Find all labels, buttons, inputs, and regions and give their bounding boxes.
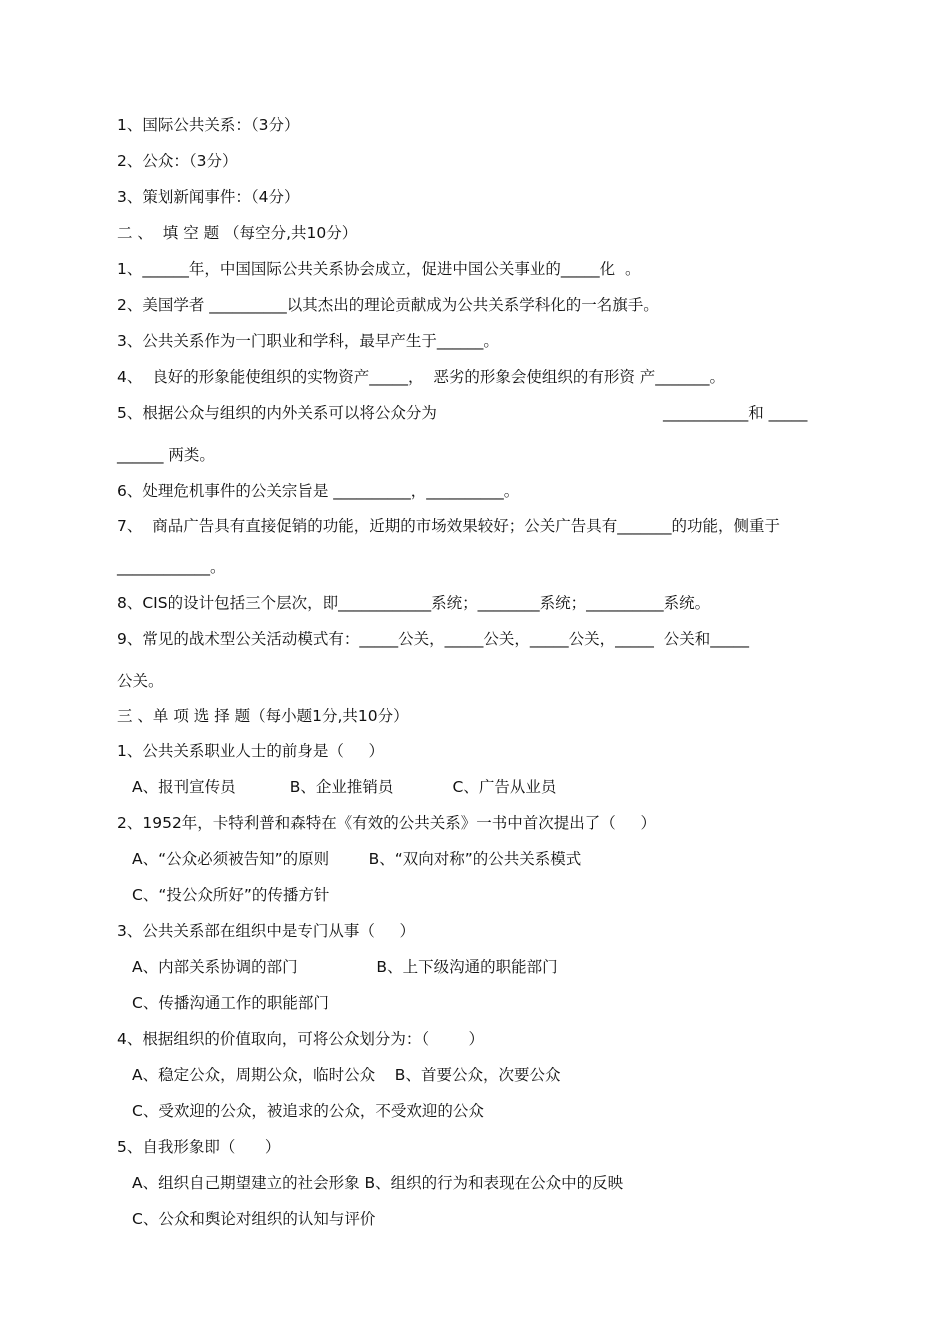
fill-question-3: 3、公共关系作为一门职业和学科，最早产生于______。 bbox=[117, 332, 499, 350]
fill-question-9: 9、常见的战术型公关活动模式有：_____公关，_____公关，_____公关，_____ 公关和_____ bbox=[117, 630, 749, 648]
term-question-2: 2、公众：（3分） bbox=[117, 152, 238, 170]
fill-question-8: 8、CIS的设计包括三个层次，即____________系统；________系统；__________系统。 bbox=[117, 594, 711, 612]
choice-question-4: 4、根据组织的价值取向，可将公众划分为：（ ） bbox=[117, 1030, 485, 1048]
term-question-3: 3、策划新闻事件：（4分） bbox=[117, 188, 300, 206]
choice-question-2-options-ab: A、“公众必须被告知”的原则 B、“双向对称”的公共关系模式 bbox=[132, 850, 582, 868]
fill-question-5-blanks: ___________和 _____ bbox=[663, 404, 808, 422]
choice-question-3: 3、公共关系部在组织中是专门从事（ ） bbox=[117, 922, 415, 940]
choice-question-5: 5、自我形象即（ ） bbox=[117, 1138, 281, 1156]
fill-question-6: 6、处理危机事件的公关宗旨是 __________，__________。 bbox=[117, 482, 520, 500]
choice-question-3-option-c: C、传播沟通工作的职能部门 bbox=[132, 994, 329, 1012]
fill-question-2: 2、美国学者 __________以其杰出的理论贡献成为公共关系学科化的一名旗手。 bbox=[117, 296, 659, 314]
fill-question-5: 5、根据公众与组织的内外关系可以将公众分为 bbox=[117, 404, 437, 422]
choice-question-2: 2、1952年，卡特利普和森特在《有效的公共关系》一书中首次提出了（ ） bbox=[117, 814, 656, 832]
fill-question-7-cont: ____________。 bbox=[117, 558, 226, 576]
choice-question-1: 1、公共关系职业人士的前身是（ ） bbox=[117, 742, 384, 760]
choice-question-1-options: A、报刊宣传员 B、企业推销员 C、广告从业员 bbox=[132, 778, 557, 796]
fill-question-7: 7、 商品广告具有直接促销的功能，近期的市场效果较好；公关广告具有_______的功能，侧重于 bbox=[117, 517, 780, 535]
choice-question-4-options-ab: A、稳定公众，周期公众，临时公众 B、首要公众，次要公众 bbox=[132, 1066, 561, 1084]
term-question-1: 1、国际公共关系：（3分） bbox=[117, 116, 300, 134]
section-heading-single-choice: 三 、单 项 选 择 题（每小题1分,共10分） bbox=[117, 707, 409, 725]
fill-question-1: 1、______年，中国国际公共关系协会成立，促进中国公关事业的_____化 。 bbox=[117, 260, 641, 278]
section-heading-fill-blank: 二 、 填 空 题 （每空分,共10分） bbox=[117, 224, 358, 242]
fill-question-9-cont: 公关。 bbox=[117, 672, 164, 690]
choice-question-5-option-c: C、公众和舆论对组织的认知与评价 bbox=[132, 1210, 376, 1228]
fill-question-4: 4、 良好的形象能使组织的实物资产_____， 恶劣的形象会使组织的有形资 产_______。 bbox=[117, 368, 725, 386]
fill-question-5-cont: ______ 两类。 bbox=[117, 446, 215, 464]
choice-question-5-options-ab: A、组织自己期望建立的社会形象 B、组织的行为和表现在公众中的反映 bbox=[132, 1174, 624, 1192]
choice-question-4-option-c: C、受欢迎的公众，被追求的公众，不受欢迎的公众 bbox=[132, 1102, 484, 1120]
choice-question-2-option-c: C、“投公众所好”的传播方针 bbox=[132, 886, 330, 904]
choice-question-3-options-ab: A、内部关系协调的部门 B、上下级沟通的职能部门 bbox=[132, 958, 558, 976]
